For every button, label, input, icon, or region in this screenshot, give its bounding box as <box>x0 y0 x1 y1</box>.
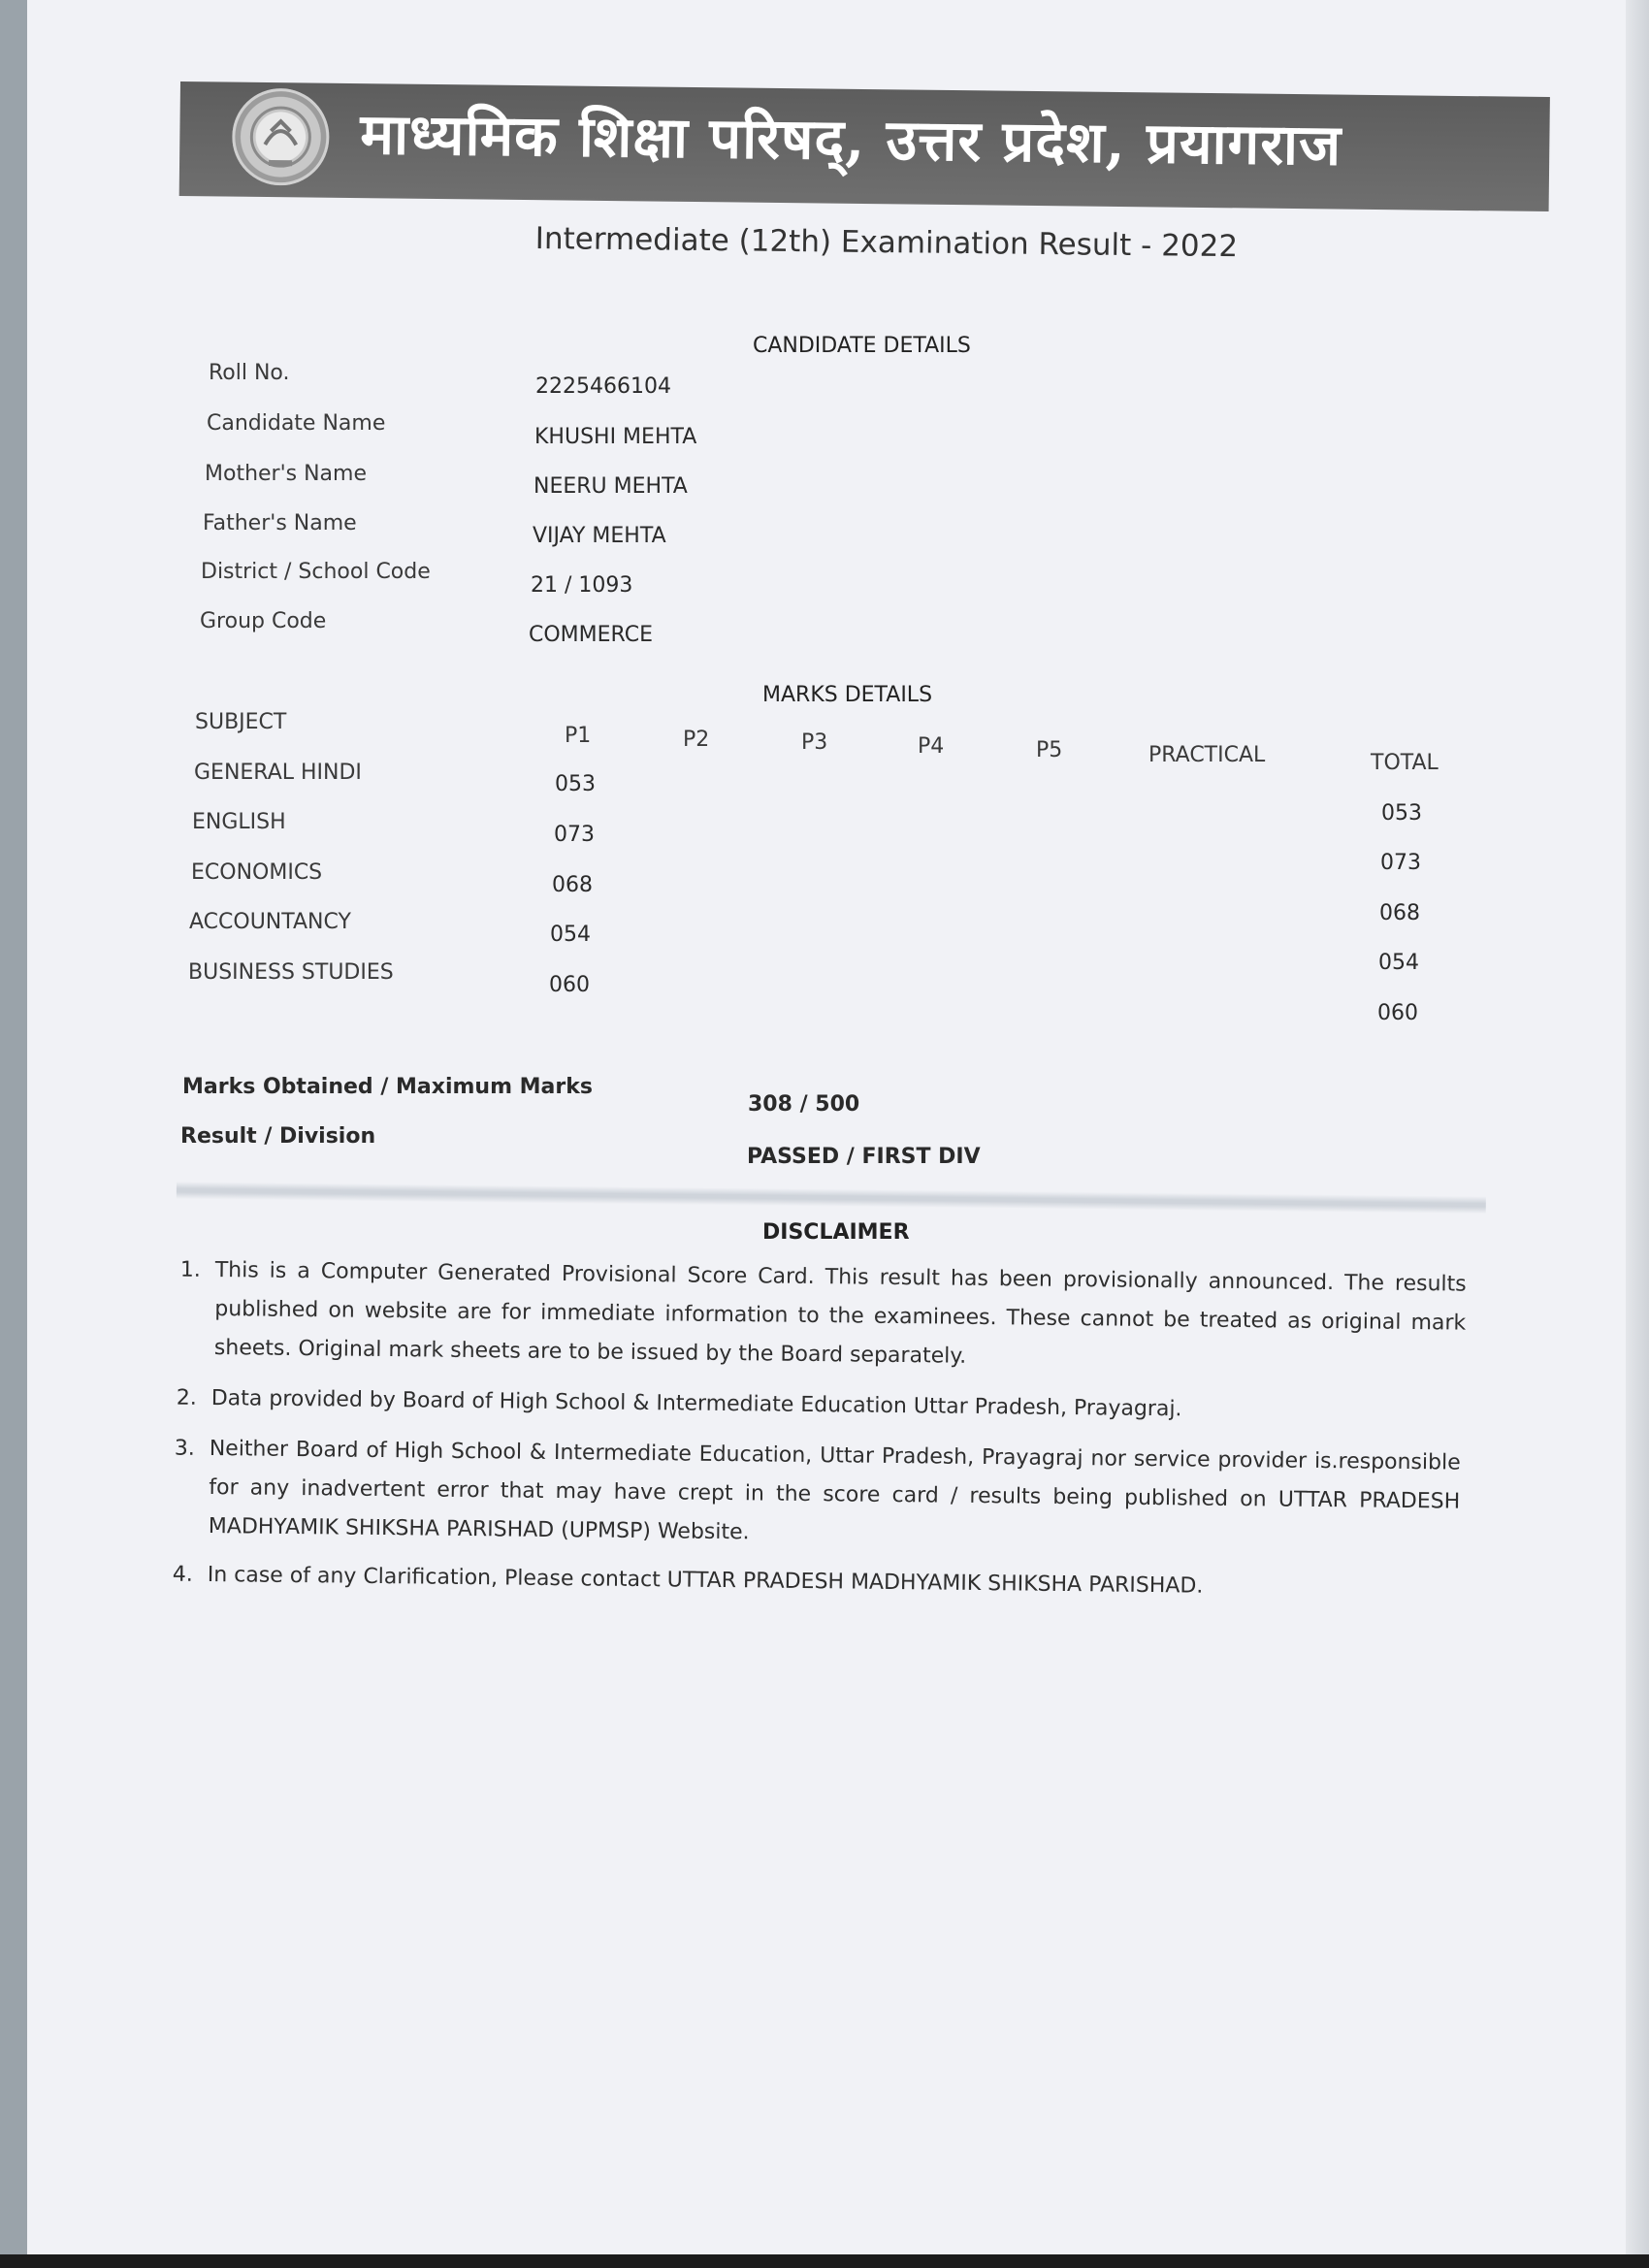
roll-no-label: Roll No. <box>209 361 290 385</box>
page-edge-right <box>1626 0 1649 2268</box>
disclaimer-item-text: Data provided by Board of High School & Intermediate Education Uttar Pradesh, Prayagraj. <box>210 1385 1182 1422</box>
candidate-name-label: Candidate Name <box>207 411 386 436</box>
fathers-name-value: VIJAY MEHTA <box>533 524 666 548</box>
up-emblem-icon <box>232 88 330 186</box>
disclaimer-item-number: 1. <box>179 1257 201 1282</box>
header-banner <box>179 81 1550 211</box>
group-code-value: COMMERCE <box>529 623 653 647</box>
col-practical: PRACTICAL <box>1148 743 1266 767</box>
subject-p1: 053 <box>555 772 596 796</box>
marks-obtained-label: Marks Obtained / Maximum Marks <box>182 1075 593 1099</box>
col-p1: P1 <box>565 724 592 748</box>
col-p5: P5 <box>1036 738 1063 762</box>
candidate-details-heading: CANDIDATE DETAILS <box>753 334 971 358</box>
subject-name: GENERAL HINDI <box>194 761 362 785</box>
subject-p1: 054 <box>550 923 591 947</box>
marks-details-heading: MARKS DETAILS <box>762 683 933 707</box>
subject-name: BUSINESS STUDIES <box>188 960 394 985</box>
fathers-name-label: Father's Name <box>203 511 357 535</box>
subject-total: 060 <box>1377 1001 1418 1025</box>
disclaimer-item-number: 3. <box>174 1436 195 1461</box>
marks-obtained-value: 308 / 500 <box>748 1092 860 1117</box>
disclaimer-item <box>179 1251 1467 1382</box>
col-subject: SUBJECT <box>195 710 287 734</box>
col-p4: P4 <box>918 734 945 759</box>
result-division-label: Result / Division <box>180 1124 376 1149</box>
subject-name: ECONOMICS <box>191 860 323 885</box>
mothers-name-value: NEERU MEHTA <box>534 474 688 499</box>
disclaimer-heading: DISCLAIMER <box>762 1220 910 1245</box>
disclaimer-item-text: In case of any Clarification, Please contact UTTAR PRADESH MADHYAMIK SHIKSHA PARISHAD. <box>207 1562 1204 1599</box>
exam-title: Intermediate (12th) Examination Result - 2022 <box>534 221 1239 265</box>
subject-p1: 073 <box>554 823 595 847</box>
col-p2: P2 <box>683 728 710 752</box>
disclaimer-item-number: 2. <box>176 1385 197 1410</box>
subject-total: 053 <box>1381 801 1422 826</box>
col-total: TOTAL <box>1371 751 1439 775</box>
col-p3: P3 <box>801 730 828 755</box>
result-division-value: PASSED / FIRST DIV <box>747 1145 981 1169</box>
group-code-label: Group Code <box>200 609 327 633</box>
subject-total: 068 <box>1379 901 1420 925</box>
board-title: माध्यमिक शिक्षा परिषद्, उत्तर प्रदेश, प्रयागराज <box>360 101 1342 178</box>
disclaimer-item-text: This is a Computer Generated Provisional Score Card. This result has been provisionally announced. The results published on website are for immediate information to the examinees. These cannot be treated as original mark sheets. Original mark sheets are to be issued by the Board separately. <box>213 1257 1467 1369</box>
subject-name: ENGLISH <box>192 810 286 834</box>
subject-total: 054 <box>1378 951 1419 975</box>
district-school-code-value: 21 / 1093 <box>531 573 633 598</box>
district-school-code-label: District / School Code <box>201 560 431 584</box>
subject-name: ACCOUNTANCY <box>189 910 351 934</box>
disclaimer-item-text: Neither Board of High School & Intermediate Education, Uttar Pradesh, Prayagraj nor service provider is.responsible for any inadvertent error that may have crept in the score card / results being published on UTTAR PRADESH MADHYAMIK SHIKSHA PARISHAD (UPMSP) Website. <box>208 1436 1461 1545</box>
subject-p1: 060 <box>549 973 590 997</box>
subject-total: 073 <box>1380 851 1421 875</box>
mothers-name-label: Mother's Name <box>205 462 367 486</box>
candidate-name-value: KHUSHI MEHTA <box>534 425 697 449</box>
subject-p1: 068 <box>552 873 593 897</box>
disclaimer-item-number: 4. <box>172 1562 193 1587</box>
scan-edge-bottom <box>0 2254 1649 2268</box>
disclaimer-item <box>174 1430 1461 1561</box>
roll-no-value: 2225466104 <box>535 374 671 399</box>
